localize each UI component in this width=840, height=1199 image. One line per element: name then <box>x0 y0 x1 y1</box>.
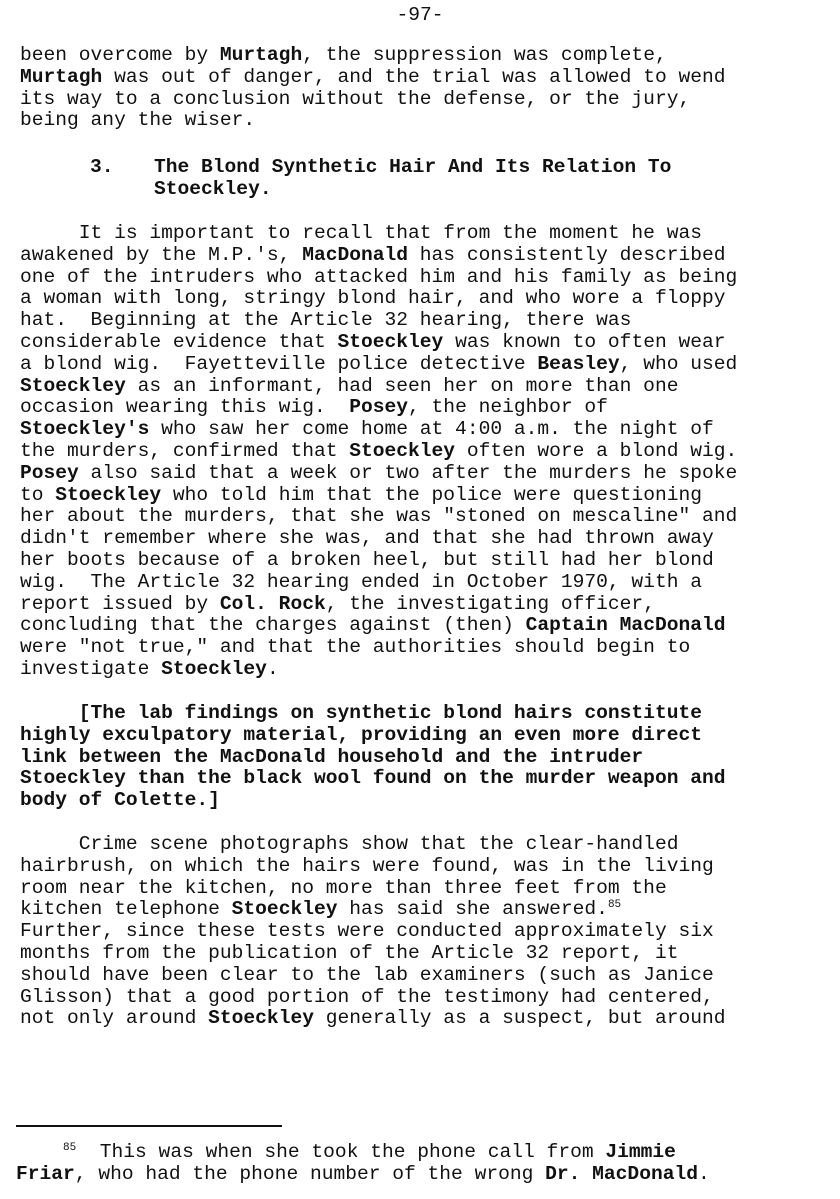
page-number: -97- <box>396 4 444 26</box>
footnote-85: $^{85}$ This was when she took the phone call from Jimmie Friar, who had the phone number of the wrong Dr. MacDonald. <box>16 1141 710 1185</box>
footnote-reference[interactable]: 85 <box>607 899 622 912</box>
paragraph-crime-scene: Crime scene photographs show that the clear-handled hairbrush, on which the hairs were found, was in the living room near the kitchen, no more than three feet from the kitchen telephone Stoeckley has said she answered.$^{85}$ Further, since these tests were conducted approximately six months from the publication of the Article 32 report, it should have been clear to the lab examiners (such as Janice Glisson) that a good portion of the testimony had centered, not only around Stoeckley generally as a suspect, but around <box>20 833 726 1030</box>
paragraph-bracketed-note: [The lab findings on synthetic blond hairs constitute highly exculpatory material, providing an even more direct link between the MacDonald household and the intruder Stoeckley than the black wool found on the murder weapon and body of Colette.] <box>20 702 726 812</box>
paragraph-intro: been overcome by Murtagh, the suppression was complete, Murtagh was out of danger, and the trial was allowed to wend its way to a conclusion without the defense, or the jury, being any the wiser. <box>20 44 726 132</box>
footnote-divider <box>16 1125 282 1127</box>
section-heading: The Blond Synthetic Hair And Its Relation To Stoeckley. <box>154 156 672 200</box>
footnote-marker: 85 <box>63 1142 77 1154</box>
paragraph-main: It is important to recall that from the moment he was awakened by the M.P.'s, MacDonald has consistently described one of the intruders who attacked him and his family as being a woman with long, stringy blond hair, and who wore a floppy hat. Beginning at the Article 32 hearing, there was considerable evidence that Stoeckley was known to often wear a blond wig. Fayetteville police detective Beasley, who used Stoeckley as an informant, had seen her on more than one occasion wearing this wig. Posey, the neighbor of Stoeckley's who saw her come home at 4:00 a.m. the night of the murders, confirmed that Stoeckley often wore a blond wig. Posey also said that a week or two after the murders he spoke to Stoeckley who told him that the police were questioning her about the murders, that she was "stoned on mescaline" and didn't remember where she was, and that she had thrown away her boots because of a broken heel, but still had her blond wig. The Article 32 hearing ended in October 1970, with a report issued by Col. Rock, the investigating officer, concluding that the charges against (then) Captain MacDonald were "not true," and that the authorities should begin to investigate Stoeckley. <box>20 222 738 680</box>
section-number: 3. <box>90 156 114 178</box>
